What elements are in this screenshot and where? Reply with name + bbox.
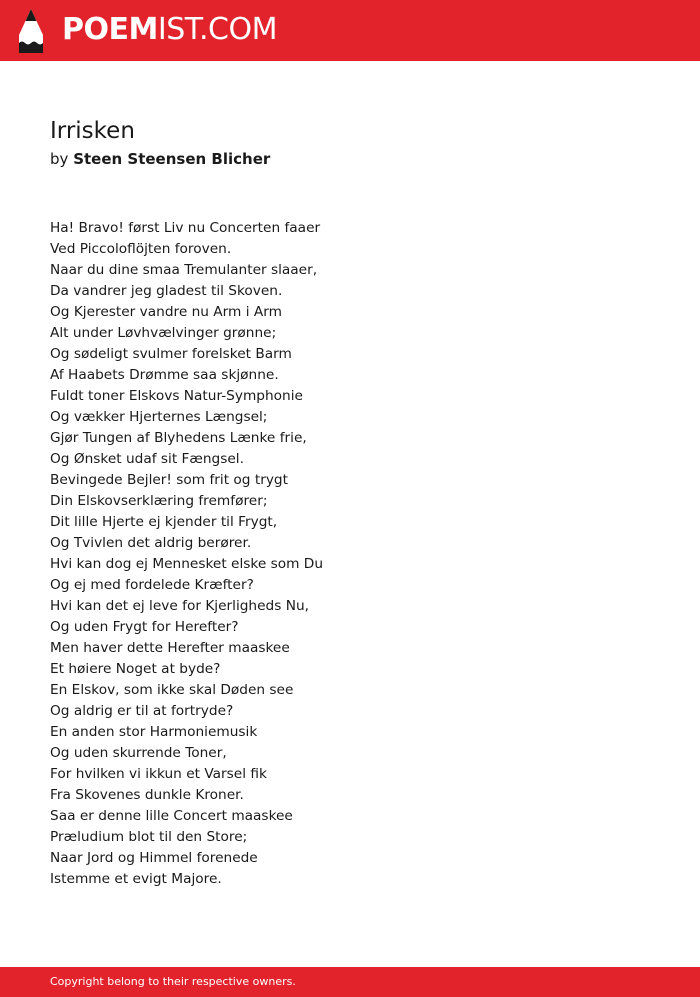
poem-line: En Elskov, som ikke skal Døden see: [50, 682, 294, 698]
poem-line: Bevingede Bejler! som frit og trygt: [50, 472, 288, 488]
poem-line: Og vækker Hjerternes Længsel;: [50, 409, 268, 425]
poem-line: Og uden Frygt for Herefter?: [50, 619, 239, 635]
poem-line: Gjør Tungen af Blyhedens Lænke frie,: [50, 430, 307, 446]
poem-line: Naar Jord og Himmel forenede: [50, 850, 258, 866]
poem-line: Hvi kan dog ej Mennesket elske som Du: [50, 556, 324, 572]
poem-line: Et høiere Noget at byde?: [50, 661, 221, 677]
poem-line: Men haver dette Herefter maaskee: [50, 640, 290, 656]
poem-line: Istemme et evigt Majore.: [50, 871, 222, 887]
poem-line: Og aldrig er til at fortryde?: [50, 703, 234, 719]
poem-line: Og sødeligt svulmer forelsket Barm: [50, 346, 292, 362]
poem-line: Naar du dine smaa Tremulanter slaaer,: [50, 262, 318, 278]
poem-line: Da vandrer jeg gladest til Skoven.: [50, 283, 283, 299]
copyright-text: Copyright belong to their respective owners.: [50, 975, 296, 988]
site-header: [0, 0, 700, 61]
logo-brand-bold: POEM: [62, 12, 158, 47]
poem-line: Din Elskovserklæring fremfører;: [50, 493, 268, 509]
poem-line: En anden stor Harmoniemusik: [50, 724, 258, 740]
by-label: by: [50, 150, 69, 168]
poem-line: Og ej med fordelede Kræfter?: [50, 577, 254, 593]
poem-line: Saa er denne lille Concert maaskee: [50, 808, 293, 824]
poem-line: For hvilken vi ikkun et Varsel fik: [50, 766, 267, 782]
poem-title: Irrisken: [50, 118, 135, 144]
poem-line: Alt under Løvhvælvinger grønne;: [50, 325, 277, 341]
poem-body: [50, 218, 670, 890]
poem-line: Præludium blot til den Store;: [50, 829, 248, 845]
poem-line: Af Haabets Drømme saa skjønne.: [50, 367, 279, 383]
site-logo[interactable]: [62, 12, 277, 48]
site-footer: [0, 967, 700, 997]
poem-line: Dit lille Hjerte ej kjender til Frygt,: [50, 514, 278, 530]
poem-line: Og Ønsket udaf sit Fængsel.: [50, 451, 244, 467]
poem-line: Ved Piccoloflöjten foroven.: [50, 241, 232, 257]
poem-line: Og Kjerester vandre nu Arm i Arm: [50, 304, 282, 320]
poem-line: Og uden skurrende Toner,: [50, 745, 227, 761]
poem-line: Ha! Bravo! først Liv nu Concerten faaer: [50, 220, 321, 236]
poem-line: Og Tvivlen det aldrig berører.: [50, 535, 252, 551]
poem-line: Fra Skovenes dunkle Kroner.: [50, 787, 244, 803]
logo-brand-light: IST.COM: [157, 12, 277, 47]
poem-author: Steen Steensen Blicher: [73, 150, 271, 168]
poem-line: Fuldt toner Elskovs Natur-Symphonie: [50, 388, 303, 404]
poem-line: Hvi kan det ej leve for Kjerligheds Nu,: [50, 598, 309, 614]
pencil-tip-icon: [17, 9, 45, 53]
poem-byline: [50, 148, 270, 170]
